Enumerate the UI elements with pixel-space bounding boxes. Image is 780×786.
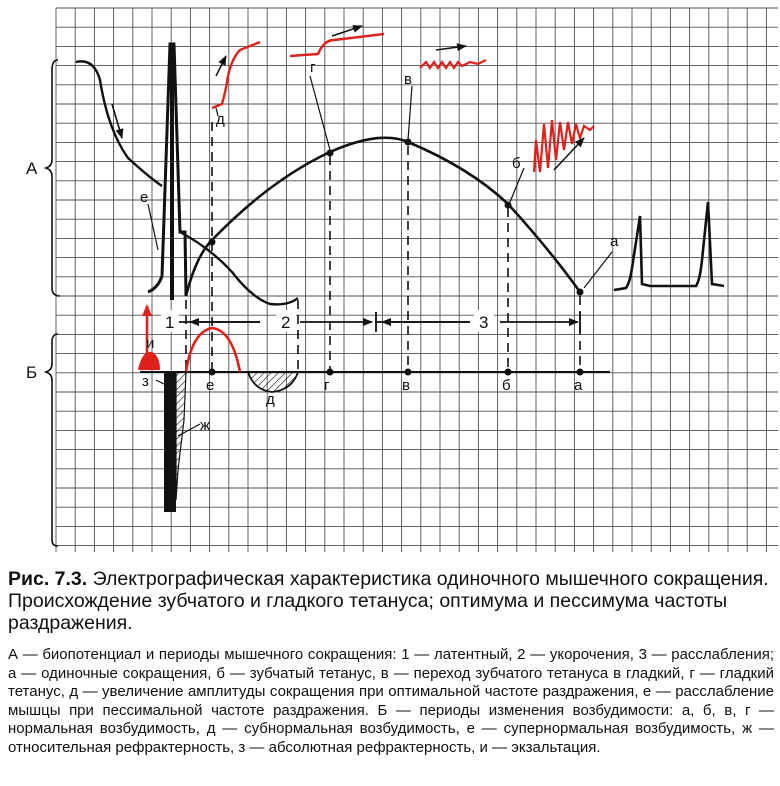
- period-label-3: 3: [479, 313, 489, 332]
- post-spike-curve: [180, 232, 298, 304]
- caption-title: [8, 568, 774, 634]
- subnormal-dip: [248, 372, 298, 392]
- period-label-1: 1: [165, 313, 175, 332]
- inset-d-optimum: [212, 42, 260, 108]
- label-exc-i: и: [146, 335, 155, 352]
- label-exc-d: д: [266, 391, 275, 408]
- figure-caption: [8, 568, 774, 757]
- exaltation-hump: [138, 352, 160, 370]
- section-brace-a: [46, 60, 60, 296]
- label-exc-zh: ж: [200, 417, 211, 434]
- figure-number: Рис. 7.3.: [8, 568, 88, 590]
- label-exc-b: б: [502, 377, 511, 394]
- caption-legend: А — биопотенциал и периоды мышечного сокращения: 1 — латентный, 2 — укорочения, 3 — расслабления; а — одиночные сокращения, б — зубчатый тетанус, в — переход зубчатого тетануса в гладкий, г — гладкий тетанус, д — увеличение амплитуды сокращения при оптимальной частоте раздражения, е — расслабление мышцы при пессимальной частоте раздражения. Б — периоды изменения возбудимости: а, б, в, г — нормальная возбудимость, д — субнормальная возбудимость, е — супернормальная возбудимость, ж — относительная рефрактерность, з — абсолютная рефрактерность, и — экзальтация.: [8, 646, 774, 756]
- action-potential-spike: [148, 44, 186, 300]
- label-curve-g: г: [310, 59, 316, 76]
- label-exc-v: в: [402, 377, 410, 394]
- label-exc-g: г: [324, 377, 330, 394]
- label-curve-b: б: [512, 155, 521, 172]
- section-label-b: Б: [26, 363, 38, 382]
- label-exc-a: а: [574, 377, 583, 394]
- label-exc-z: з: [142, 373, 149, 390]
- period-label-2: 2: [281, 313, 291, 332]
- inset-g-smooth-tetanus: [290, 26, 384, 56]
- caption-title-text: Электрографическая характеристика одиночного мышечного сокращения. Происхождение зубчатого и гладкого тетануса; оптимума и пессимума частоты раздражения.: [8, 568, 769, 634]
- label-exc-e: е: [206, 377, 215, 394]
- label-curve-v: в: [404, 71, 412, 88]
- inset-b-jagged-tetanus: [534, 120, 594, 172]
- section-label-a: А: [26, 159, 38, 178]
- label-curve-a: а: [610, 233, 619, 250]
- label-curve-e: е: [140, 189, 149, 206]
- inset-v-transition: [420, 46, 486, 68]
- absolute-refractory-bar: [164, 372, 176, 512]
- label-curve-d: д: [216, 111, 225, 128]
- relative-refractory-hatch: [176, 372, 186, 500]
- relaxation-curve-e: [76, 61, 162, 186]
